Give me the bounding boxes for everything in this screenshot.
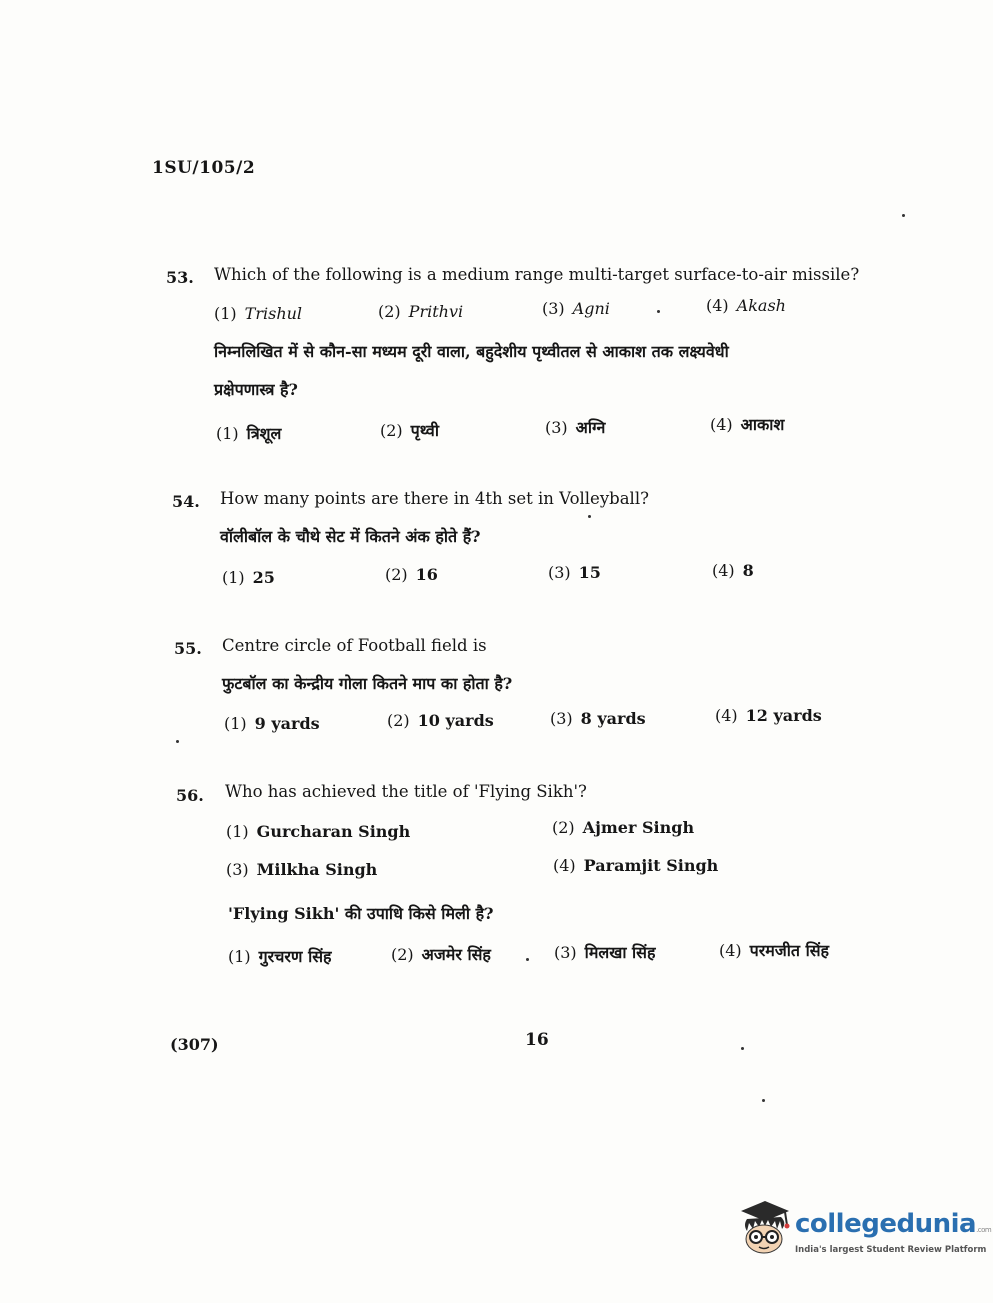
option-2: (2) 10 yards (387, 711, 494, 730)
question-text-hi: फुटबॉल का केन्द्रीय गोला कितने माप का होता है? (222, 674, 513, 693)
scan-speck (741, 1047, 744, 1050)
option-3-hi: (3) मिलखा सिंह (554, 943, 656, 962)
logo-domain-suffix: .com (976, 1226, 992, 1234)
option-4: (4) 8 (712, 561, 754, 580)
logo-wordmark: collegedunia.com (795, 1209, 992, 1239)
question-number: 53. (166, 268, 194, 287)
question-number: 56. (176, 786, 204, 805)
scan-speck (176, 740, 179, 743)
option-4-hi: (4) परमजीत सिंह (719, 941, 830, 960)
option-2-hi: (2) अजमेर सिंह (391, 945, 491, 964)
collegedunia-logo (735, 1195, 992, 1265)
question-text-hi: निम्नलिखित में से कौन-सा मध्यम दूरी वाला, बहुदेशीय पृथ्वीतल से आकाश तक लक्ष्यवेधी (214, 342, 729, 361)
graduate-mascot-icon (735, 1195, 793, 1257)
option-3-en: (3) Agni (542, 299, 610, 318)
page-number: 16 (525, 1030, 549, 1050)
option-4-en: (4) Akash (706, 296, 786, 315)
footer-code: (307) (170, 1035, 219, 1054)
option-2: (2) 16 (385, 565, 438, 584)
option-2-en: (2) Prithvi (378, 302, 464, 321)
question-text-en: Centre circle of Football field is (222, 636, 487, 655)
question-number: 54. (172, 492, 200, 511)
paper-code: 1SU/105/2 (152, 158, 256, 178)
option-3: (3) 15 (548, 563, 601, 582)
option-4-hi: (4) आकाश (710, 415, 785, 434)
option-4-en: (4) Paramjit Singh (553, 856, 719, 875)
question-text-en: Who has achieved the title of 'Flying Sikh'? (225, 782, 587, 801)
scan-speck (762, 1099, 765, 1102)
option-1: (1) 9 yards (224, 714, 320, 733)
scan-speck (902, 214, 905, 217)
logo-tagline: India's largest Student Review Platform (795, 1245, 987, 1255)
question-text-hi-cont: प्रक्षेपणास्त्र है? (214, 380, 298, 399)
option-4: (4) 12 yards (715, 706, 822, 725)
scan-speck (588, 515, 591, 518)
question-number: 55. (174, 639, 202, 658)
option-1-hi: (1) गुरचरण सिंह (228, 947, 332, 966)
option-1-en: (1) Gurcharan Singh (226, 822, 411, 841)
option-1-en: (1) Trishul (214, 304, 303, 323)
scan-speck (526, 958, 529, 961)
option-3-en: (3) Milkha Singh (226, 860, 378, 879)
option-2-en: (2) Ajmer Singh (552, 818, 695, 837)
question-text-hi: वॉलीबॉल के चौथे सेट में कितने अंक होते हैं? (220, 527, 481, 546)
scan-speck (657, 310, 660, 313)
question-text-en: Which of the following is a medium range multi-target surface-to-air missile? (214, 265, 860, 284)
question-text-hi: 'Flying Sikh' की उपाधि किसे मिली है? (228, 904, 494, 923)
option-3-hi: (3) अग्नि (545, 418, 606, 437)
option-2-hi: (2) पृथ्वी (380, 421, 439, 440)
option-1: (1) 25 (222, 568, 275, 587)
option-1-hi: (1) त्रिशूल (216, 424, 282, 443)
option-3: (3) 8 yards (550, 709, 646, 728)
question-text-en: How many points are there in 4th set in Volleyball? (220, 489, 649, 508)
